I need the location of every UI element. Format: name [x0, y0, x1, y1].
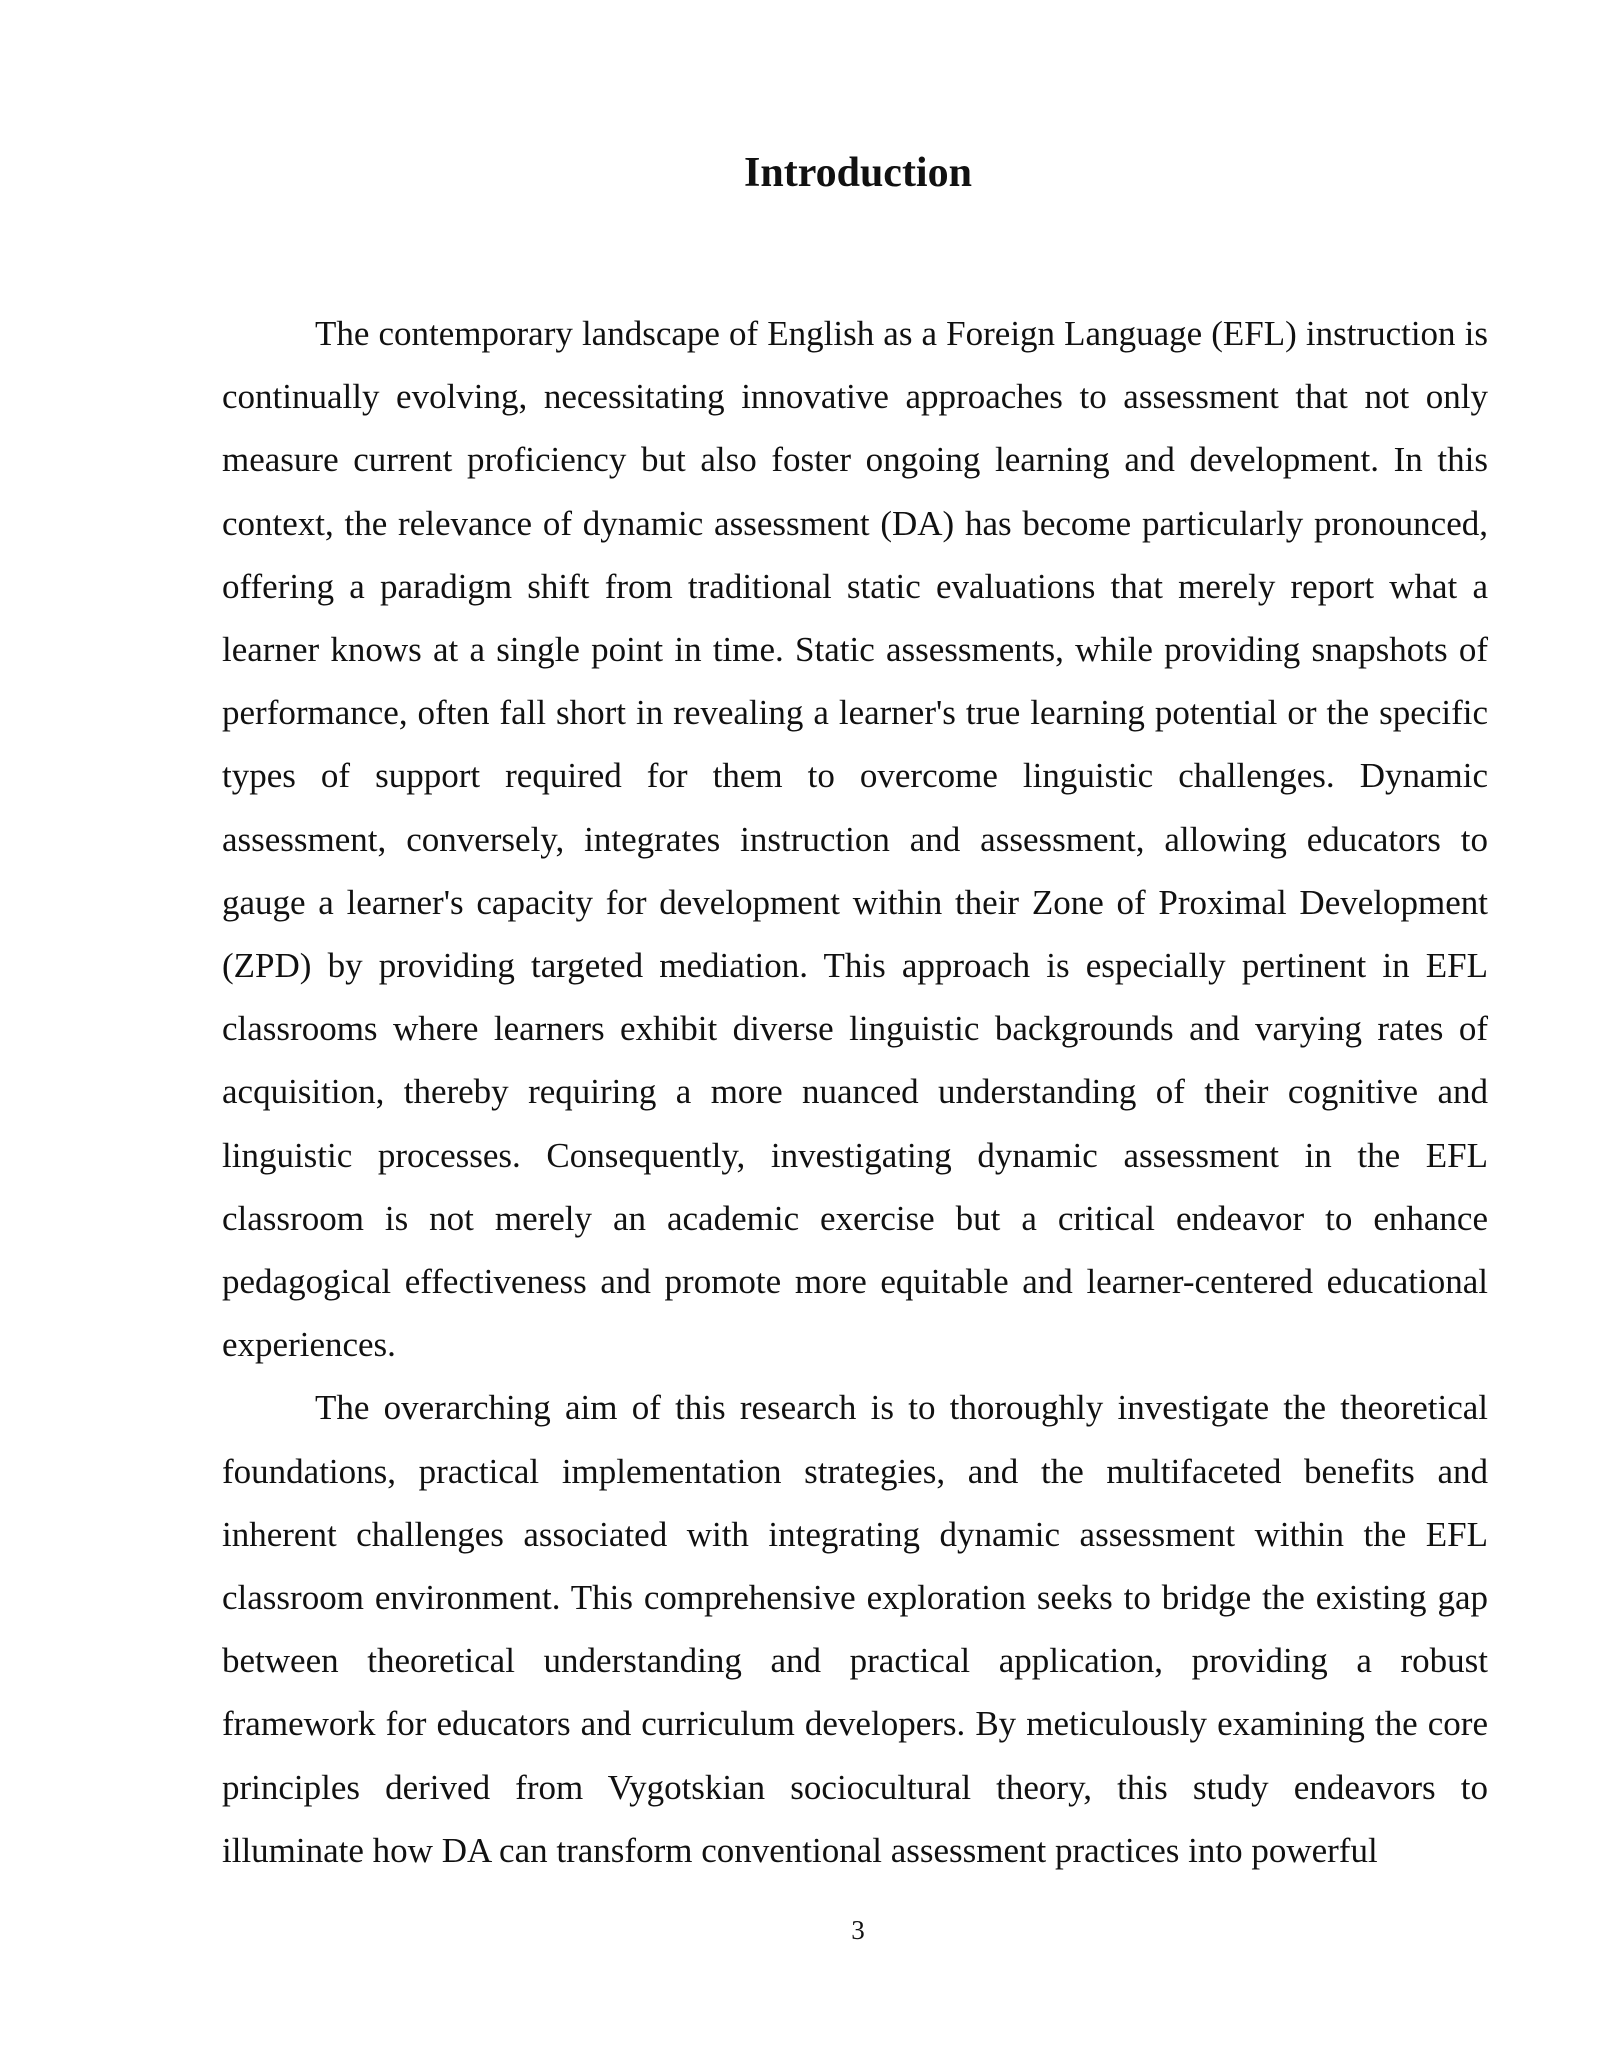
paragraph-2: The overarching aim of this research is to thoroughly investigate the theoretical foundations, practical implementation strategies, and the multifaceted benefits and inherent challenges associated with integrating dynamic assessment within the EFL classroom environment. This comprehensive exploration seeks to bridge the existing gap between theoretical understanding and practical application, providing a robust framework for educators and curriculum developers. By meticulously examining the core principles derived from Vygotskian sociocultural theory, this study endeavors to illuminate how DA can transform conventional assessment practices into powerful — [222, 1388, 1488, 1870]
page-title: Introduction — [744, 150, 972, 196]
paragraph-1: The contemporary landscape of English as a Foreign Language (EFL) instruction is continually evolving, necessitating innovative approaches to assessment that not only measure current proficiency but also foster ongoing learning and development. In this context, the relevance of dynamic assessment (DA) has become particularly pronounced, offering a paradigm shift from traditional static evaluations that merely report what a learner knows at a single point in time. Static assessments, while providing snapshots of performance, often fall short in revealing a learner's true learning potential or the specific types of support required for them to overcome linguistic challenges. Dynamic assessment, conversely, integrates instruction and assessment, allowing educators to gauge a learner's capacity for development within their Zone of Proximal Development (ZPD) by providing targeted mediation. This approach is especially pertinent in EFL classrooms where learners exhibit diverse linguistic backgrounds and varying rates of acquisition, thereby requiring a more nuanced understanding of their cognitive and linguistic processes. Consequently, investigating dynamic assessment in the EFL classroom is not merely an academic exercise but a critical endeavor to enhance pedagogical effectiveness and promote more equitable and learner-centered educational experiences. — [222, 314, 1488, 1365]
page-number: 3 — [851, 1915, 865, 1945]
body-text — [222, 302, 1488, 1882]
